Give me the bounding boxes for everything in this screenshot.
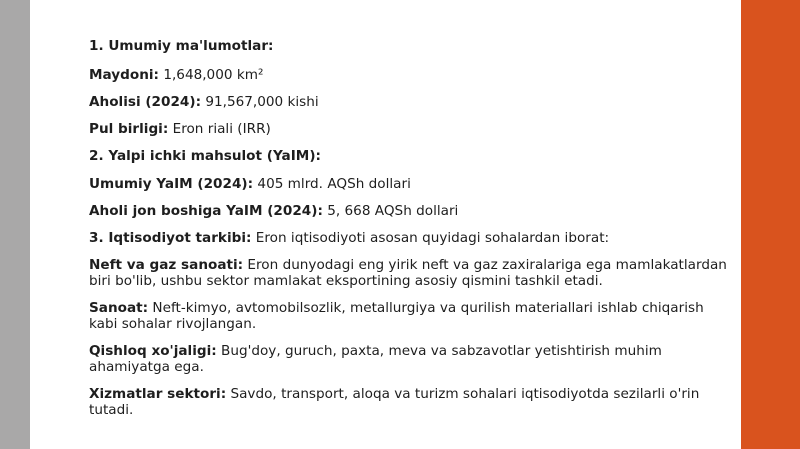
industry-label: Sanoat: [89,300,149,316]
slide-content [89,38,729,418]
gdp-per-capita-line [89,203,729,219]
population-label: Aholisi (2024): [89,94,202,110]
gdp-per-capita-label: Aholi jon boshiga YaIM (2024): [89,203,323,219]
area-value: 1,648,000 km² [159,67,264,83]
currency-label: Pul birligi: [89,121,169,137]
currency-line [89,121,729,137]
gdp-total-value: 405 mlrd. AQSh dollari [253,176,411,192]
gdp-total-label: Umumiy YaIM (2024): [89,176,254,192]
section2-heading-text: 2. Yalpi ichki mahsulot (YaIM): [89,148,321,164]
oil-gas-paragraph [89,257,729,289]
gdp-per-capita-value: 5, 668 AQSh dollari [322,203,459,219]
agriculture-paragraph [89,343,729,375]
currency-value: Eron riali (IRR) [168,121,271,137]
section1-heading [89,38,729,54]
oil-gas-value: Eron dunyodagi eng yirik neft va gaz zaxiralariga ega mamlakatlardan biri bo'lib, ushbu sektor mamlakat eksportining asosiy qismini tashkil etadi. [89,257,727,289]
section3-value: Eron iqtisodiyoti asosan quyidagi sohalardan iborat: [251,230,610,246]
section2-heading [89,148,729,164]
services-label: Xizmatlar sektori: [89,386,227,402]
left-decorative-bar [0,0,30,449]
area-line [89,67,729,83]
industry-value: Neft-kimyo, avtomobilsozlik, metallurgiya va qurilish materiallari ishlab chiqarish kabi sohalar rivojlangan. [89,300,704,332]
agriculture-label: Qishloq xo'jaligi: [89,343,217,359]
population-value: 91,567,000 kishi [201,94,319,110]
services-value: Savdo, transport, aloqa va turizm sohalari iqtisodiyotda sezilarli o'rin tutadi. [89,386,700,418]
industry-paragraph [89,300,729,332]
oil-gas-label: Neft va gaz sanoati: [89,257,244,273]
section3-label: 3. Iqtisodiyot tarkibi: [89,230,252,246]
services-paragraph [89,386,729,418]
gdp-total-line [89,176,729,192]
section1-heading-text: 1. Umumiy ma'lumotlar: [89,38,274,54]
section3-line [89,230,729,246]
right-accent-bar [741,0,800,449]
agriculture-value: Bug'doy, guruch, paxta, meva va sabzavotlar yetishtirish muhim ahamiyatga ega. [89,343,662,375]
area-label: Maydoni: [89,67,159,83]
population-line [89,94,729,110]
